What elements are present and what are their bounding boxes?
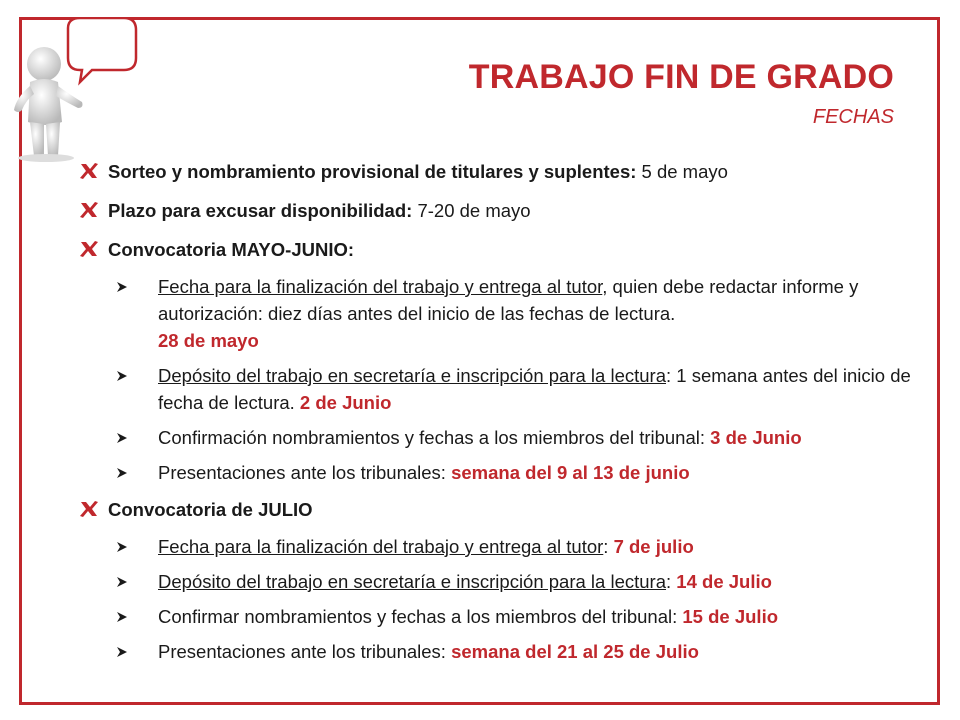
- content-list: [78, 160, 938, 665]
- x-bullet-icon: [78, 500, 100, 518]
- sub-item: [78, 568, 938, 595]
- sub-item: [78, 424, 938, 451]
- section-heading: Convocatoria de JULIO: [108, 499, 313, 520]
- sub-item-text: Confirmación nombramientos y fechas a los miembros del tribunal:: [158, 427, 711, 448]
- sub-item-text: : 1 semana antes del inicio de fecha de lectura.: [158, 365, 911, 413]
- list-item: [78, 498, 938, 521]
- sub-item-text: Presentaciones ante los tribunales:: [158, 462, 452, 483]
- arrow-bullet-icon: [116, 611, 128, 623]
- arrow-bullet-icon: [116, 646, 128, 658]
- x-bullet-icon: [78, 201, 100, 219]
- sub-item-text: :: [666, 571, 677, 592]
- sub-item-date: 2 de Junio: [299, 392, 392, 413]
- section-heading: Convocatoria MAYO-JUNIO:: [108, 239, 355, 260]
- arrow-bullet-icon: [116, 576, 128, 588]
- sub-item-date: 3 de Junio: [710, 427, 802, 448]
- arrow-bullet-icon: [116, 541, 128, 553]
- sub-item-underlined: Depósito del trabajo en secretaría e inscripción para la lectura: [158, 571, 667, 592]
- page-title: TRABAJO FIN DE GRADO: [468, 58, 894, 96]
- sub-item: [78, 459, 938, 486]
- sub-item-text: :: [603, 536, 614, 557]
- item-text: 5 de mayo: [636, 161, 728, 182]
- sub-item: [78, 533, 938, 560]
- sub-item-date: semana del 9 al 13 de junio: [451, 462, 690, 483]
- list-item: [78, 199, 938, 222]
- item-bold-text: Sorteo y nombramiento provisional de titulares y suplentes:: [108, 161, 637, 182]
- sub-item-date: 7 de julio: [613, 536, 694, 557]
- sub-item: [78, 273, 938, 354]
- person-speech-bubble-icon: [0, 18, 140, 168]
- sub-item-date: 28 de mayo: [158, 330, 259, 351]
- arrow-bullet-icon: [116, 370, 128, 382]
- sub-item-underlined: Depósito del trabajo en secretaría e inscripción para la lectura: [158, 365, 667, 386]
- sub-item-date: 14 de Julio: [676, 571, 772, 592]
- list-item: [78, 160, 938, 183]
- sub-item-underlined: Fecha para la finalización del trabajo y entrega al tutor: [158, 276, 603, 297]
- page-subtitle: FECHAS: [812, 106, 894, 128]
- sub-item-text: , quien debe redactar informe y autorización: diez días antes del inicio de las fechas de lectura.: [158, 276, 859, 324]
- sub-item-underlined: Fecha para la finalización del trabajo y entrega al tutor: [158, 536, 604, 557]
- x-bullet-icon: [78, 240, 100, 258]
- sub-item-date: semana del 21 al 25 de Julio: [451, 641, 699, 662]
- x-bullet-icon: [78, 162, 100, 180]
- item-text: 7-20 de mayo: [412, 200, 531, 221]
- list-item: [78, 238, 938, 261]
- sub-item-text: Confirmar nombramientos y fechas a los miembros del tribunal:: [158, 606, 683, 627]
- sub-item: [78, 362, 938, 416]
- sub-item-text: Presentaciones ante los tribunales:: [158, 641, 452, 662]
- sub-item-date: 15 de Julio: [682, 606, 779, 627]
- arrow-bullet-icon: [116, 432, 128, 444]
- arrow-bullet-icon: [116, 467, 128, 479]
- sub-item: [78, 603, 938, 630]
- item-bold-text: Plazo para excusar disponibilidad:: [108, 200, 413, 221]
- sub-item: [78, 638, 938, 665]
- arrow-bullet-icon: [116, 281, 128, 293]
